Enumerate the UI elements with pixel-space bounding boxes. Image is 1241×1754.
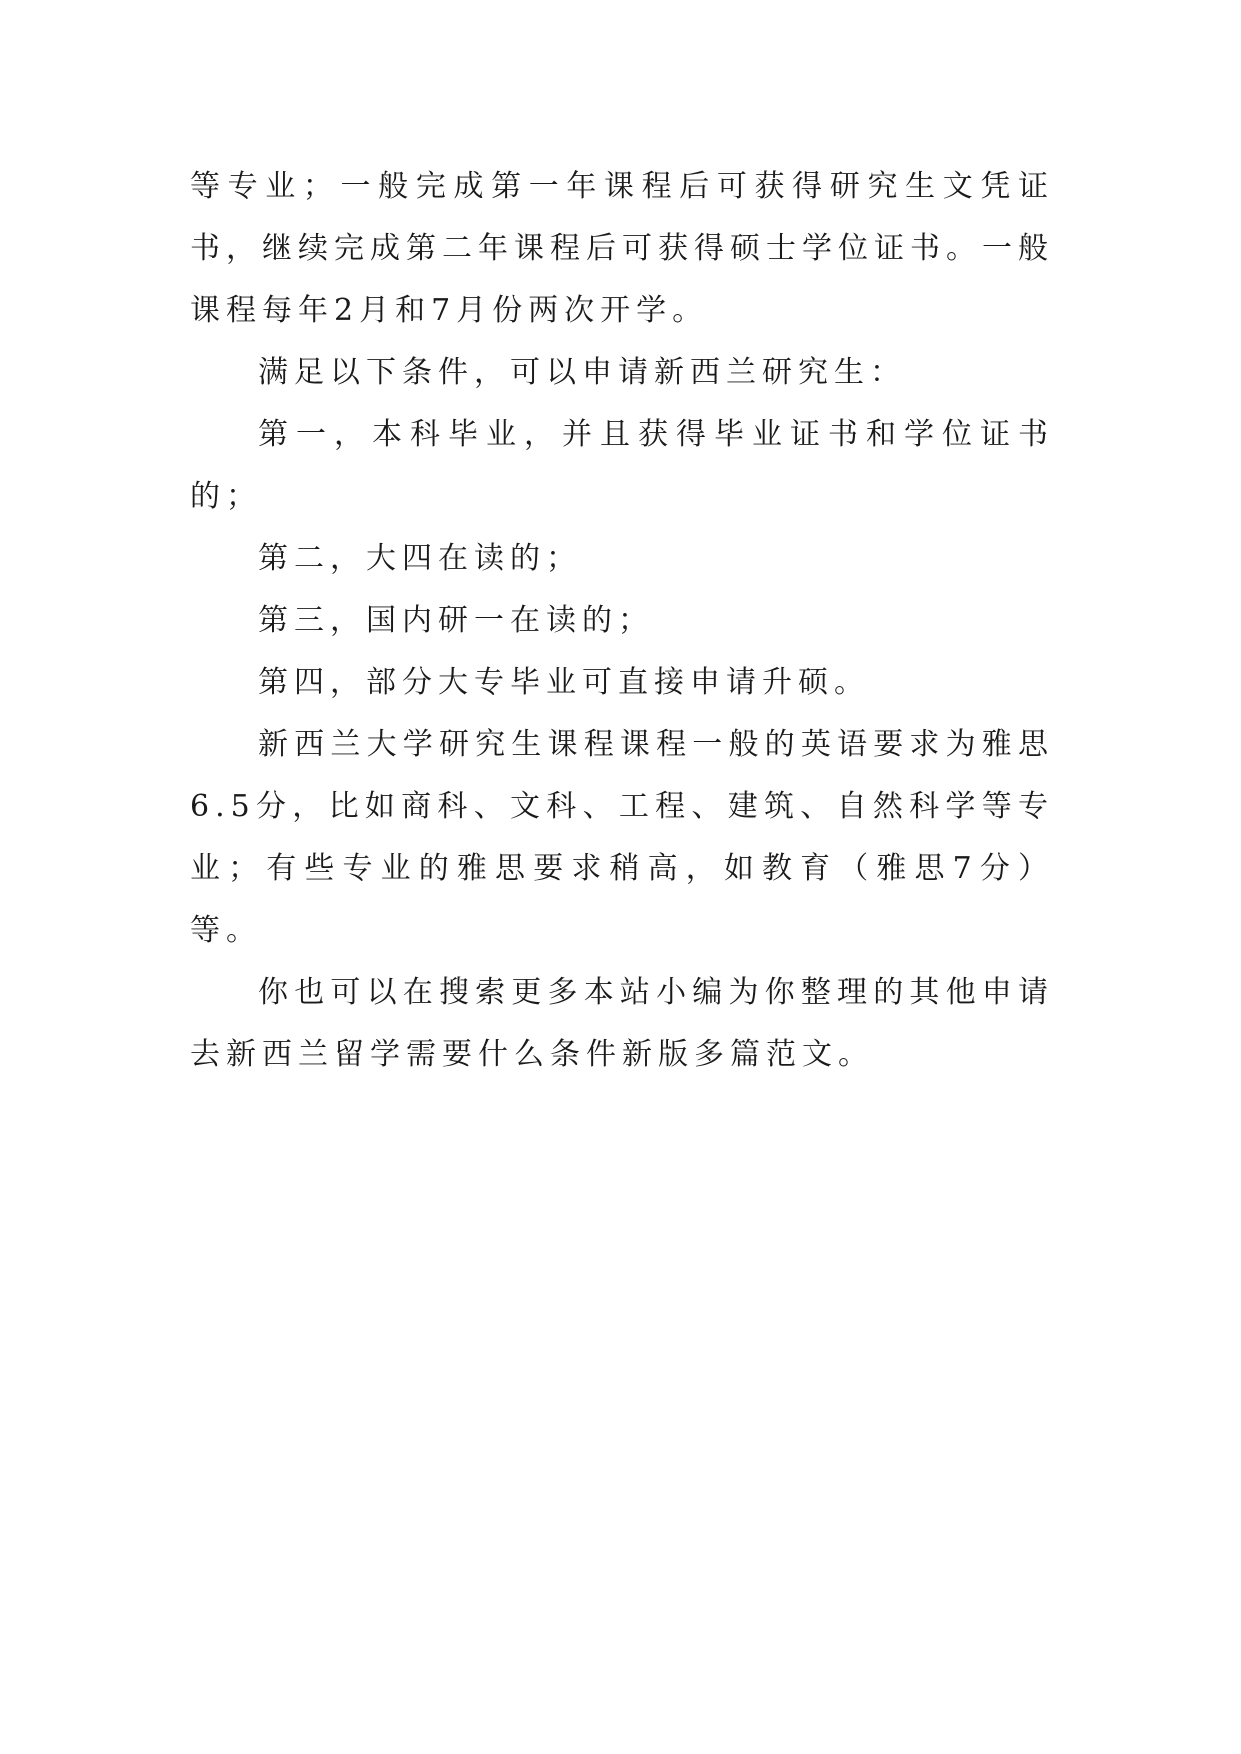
paragraph-conditions-intro: 满足以下条件，可以申请新西兰研究生： bbox=[258, 355, 906, 390]
paragraph-closing: 你也可以在搜索更多本站小编为你整理的其他申请去新西兰留学需要什么条件新版多篇范文。 bbox=[190, 975, 1054, 1072]
paragraph-continuation: 等专业；一般完成第一年课程后可获得研究生文凭证书，继续完成第二年课程后可获得硕士学位证书。一般课程每年2月和7月份两次开学。 bbox=[190, 169, 1054, 328]
paragraph-condition-3: 第三，国内研一在读的； bbox=[258, 603, 654, 638]
paragraph-condition-2: 第二，大四在读的； bbox=[258, 541, 582, 576]
document-body bbox=[190, 156, 1054, 1086]
paragraph-condition-1: 第一，本科毕业，并且获得毕业证书和学位证书的； bbox=[190, 417, 1054, 514]
paragraph-english-requirement: 新西兰大学研究生课程课程一般的英语要求为雅思6.5分，比如商科、文科、工程、建筑、自然科学等专业；有些专业的雅思要求稍高，如教育（雅思7分）等。 bbox=[190, 727, 1054, 948]
paragraph-condition-4: 第四，部分大专毕业可直接申请升硕。 bbox=[258, 665, 870, 700]
